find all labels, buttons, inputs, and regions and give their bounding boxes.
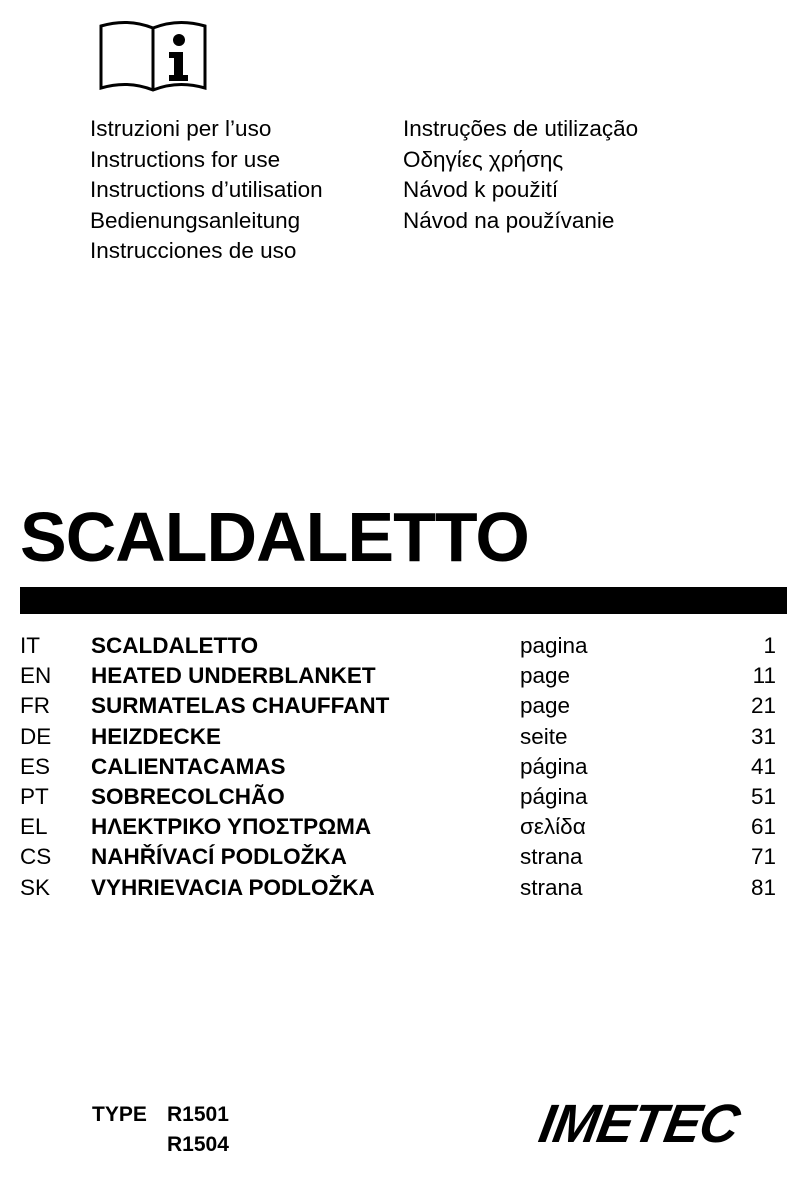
toc-name: ΗΛΕΚΤΡΙΚΟ ΥΠΟΣΤΡΩΜΑ [91, 814, 372, 840]
product-title: SCALDALETTO [20, 498, 529, 576]
language-en: Instructions for use [90, 146, 281, 172]
languages-right [403, 114, 638, 236]
toc-code: ES [20, 753, 51, 779]
toc-row-es[interactable] [20, 752, 776, 782]
toc-name: SURMATELAS CHAUFFANT [91, 693, 390, 719]
languages-left [90, 114, 323, 267]
language-it: Istruzioni per l’uso [90, 116, 272, 141]
toc-code: SK [20, 874, 51, 900]
toc-code: EN [20, 663, 52, 689]
toc-code: CS [20, 844, 52, 870]
toc-page-number: 61 [750, 814, 776, 840]
toc-code: FR [20, 693, 50, 719]
toc-name: HEATED UNDERBLANKET [91, 663, 376, 689]
toc-page-word: strana [520, 844, 583, 870]
toc-name: CALIENTACAMAS [91, 753, 286, 779]
toc-row-el[interactable] [20, 812, 776, 842]
type-label: TYPE [92, 1103, 147, 1126]
toc-row-it[interactable] [20, 631, 776, 661]
language-pt: Instruções de utilização [403, 116, 639, 141]
toc-row-sk[interactable] [20, 873, 776, 903]
toc-page-number: 41 [750, 753, 776, 779]
language-de: Bedienungsanleitung [90, 207, 301, 233]
info-book-icon [98, 18, 208, 92]
toc-name: SCALDALETTO [91, 633, 259, 658]
title-rule [20, 587, 787, 614]
toc-name: NAHŘÍVACÍ PODLOŽKA [91, 844, 347, 870]
toc-page-number: 51 [750, 783, 776, 809]
toc-page-word: página [520, 753, 588, 779]
toc-name: HEIZDECKE [91, 723, 222, 749]
toc-page-number: 71 [750, 844, 776, 870]
toc-name: SOBRECOLCHÃO [91, 783, 285, 809]
toc-name: VYHRIEVACIA PODLOŽKA [91, 874, 375, 900]
toc-row-en[interactable] [20, 661, 776, 691]
toc-page-number: 1 [763, 633, 776, 658]
toc-page-number: 21 [750, 693, 776, 719]
toc-page-number: 11 [752, 663, 776, 689]
toc-code: DE [20, 723, 52, 749]
toc-page-word: page [520, 663, 571, 689]
toc-code: PT [20, 783, 49, 809]
language-es: Instrucciones de uso [90, 238, 297, 263]
toc-page-word: strana [520, 874, 583, 900]
table-of-contents [20, 631, 776, 903]
toc-row-pt[interactable] [20, 782, 776, 812]
brand-logo [534, 1094, 780, 1154]
toc-page-word: seite [520, 723, 568, 749]
toc-page-number: 81 [750, 874, 776, 900]
language-fr: Instructions d’utilisation [90, 177, 323, 202]
toc-page-word: pagina [520, 633, 588, 658]
toc-row-cs[interactable] [20, 842, 776, 872]
model-number: R1501 [167, 1103, 229, 1126]
toc-page-word: página [520, 783, 588, 809]
toc-page-number: 31 [750, 723, 776, 749]
brand-logo-text: IMETEC [534, 1094, 744, 1154]
language-cs: Návod k použití [403, 177, 559, 202]
toc-page-word: σελίδα [520, 814, 586, 840]
model-number: R1504 [167, 1133, 229, 1156]
toc-code: EL [20, 814, 48, 840]
toc-row-de[interactable] [20, 722, 776, 752]
toc-code: IT [20, 633, 40, 658]
language-sk: Návod na používanie [403, 207, 615, 233]
toc-page-word: page [520, 693, 571, 719]
language-el: Οδηγίες χρήσης [403, 146, 564, 172]
toc-row-fr[interactable] [20, 691, 776, 721]
